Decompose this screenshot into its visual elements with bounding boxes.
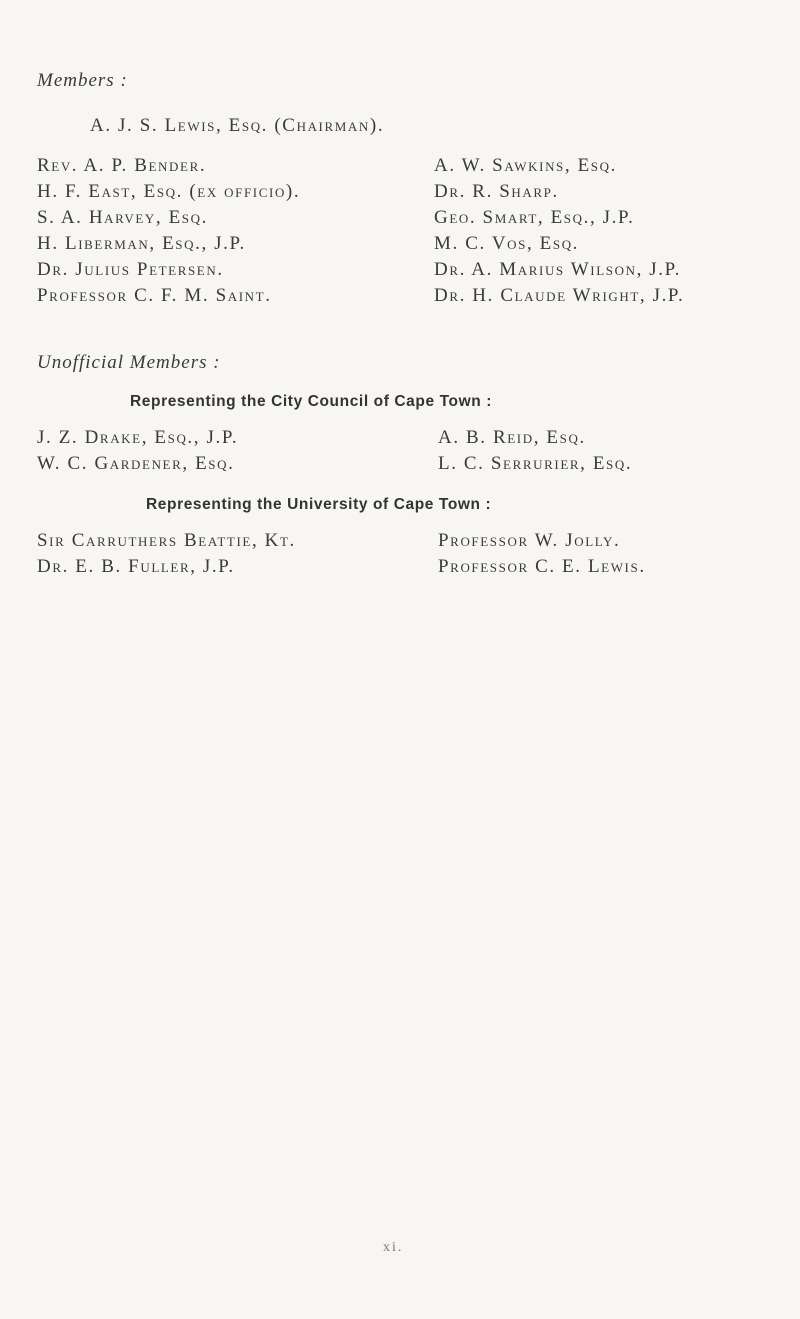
university-heading: Representing the University of Cape Town : — [146, 496, 492, 513]
university-left-column — [37, 528, 296, 580]
list-item: L. C. Serrurier, Esq. — [438, 453, 633, 474]
unofficial-members-heading: Unofficial Members : — [37, 352, 221, 373]
university-right-column — [438, 528, 646, 580]
list-item: A. W. Sawkins, Esq. — [434, 155, 617, 176]
city-left-column — [37, 425, 238, 477]
list-item: Professor W. Jolly. — [438, 530, 621, 551]
list-item: Rev. A. P. Bender. — [37, 155, 207, 176]
city-right-column — [438, 425, 632, 477]
list-item: Dr. Julius Petersen. — [37, 259, 224, 280]
page-number: xi. — [383, 1240, 404, 1255]
list-item: H. F. East, Esq. (ex officio). — [37, 181, 301, 202]
list-item: H. Liberman, Esq., J.P. — [37, 233, 246, 254]
list-item: A. B. Reid, Esq. — [438, 427, 586, 448]
list-item: Dr. R. Sharp. — [434, 181, 559, 202]
city-council-heading: Representing the City Council of Cape Town : — [130, 393, 492, 410]
list-item: J. Z. Drake, Esq., J.P. — [37, 427, 239, 448]
list-item: Dr. H. Claude Wright, J.P. — [434, 285, 685, 306]
members-left-column — [37, 153, 300, 309]
list-item: Professor C. E. Lewis. — [438, 556, 646, 577]
chairman-line: A. J. S. Lewis, Esq. (Chairman). — [90, 115, 385, 136]
list-item: M. C. Vos, Esq. — [434, 233, 580, 254]
members-right-column — [434, 153, 684, 309]
list-item: Dr. A. Marius Wilson, J.P. — [434, 259, 682, 280]
members-heading: Members : — [37, 70, 128, 91]
list-item: Dr. E. B. Fuller, J.P. — [37, 556, 235, 577]
list-item: Professor C. F. M. Saint. — [37, 285, 272, 306]
list-item: Geo. Smart, Esq., J.P. — [434, 207, 635, 228]
list-item: W. C. Gardener, Esq. — [37, 453, 235, 474]
list-item: S. A. Harvey, Esq. — [37, 207, 208, 228]
list-item: Sir Carruthers Beattie, Kt. — [37, 530, 296, 551]
